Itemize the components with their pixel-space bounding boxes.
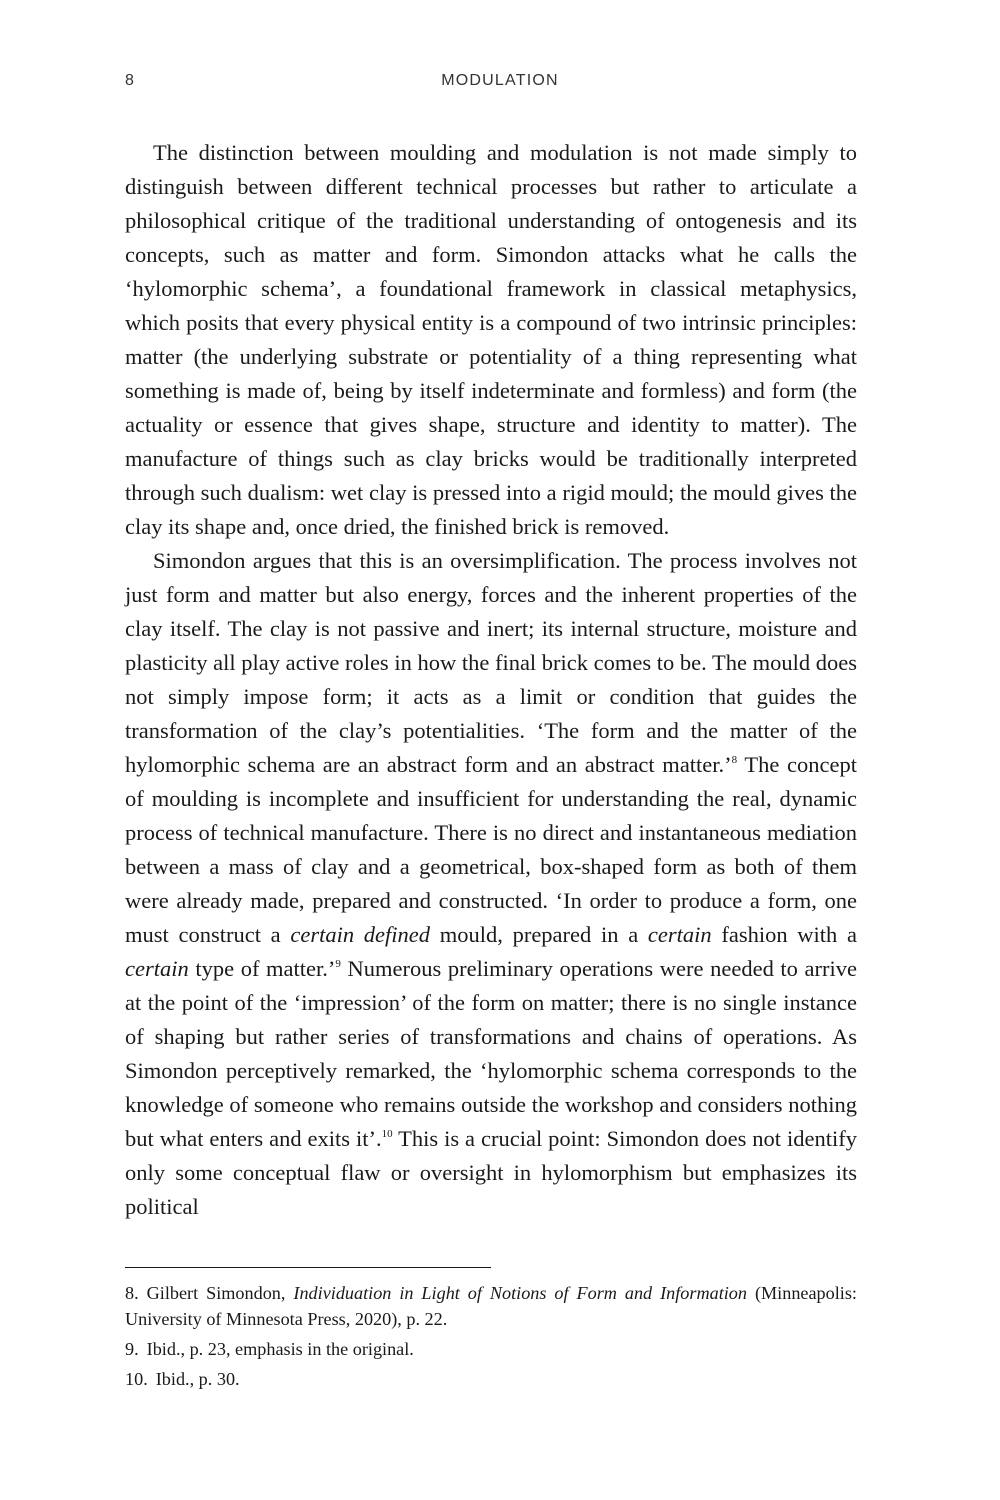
paragraph-1 [125, 136, 857, 544]
footnote-book-title: Individuation in Light of Notions of Form and Information [293, 1283, 747, 1303]
emphasis: certain defined [290, 922, 431, 947]
paragraph-2 [125, 544, 857, 1224]
paragraph-2-text: Simondon argues that this is an oversimplification. The process involves not just form and matter but also energy, forces and the inherent properties of the clay itself. The clay is not passive and inert; its internal structure, moisture and plasticity all play active roles in how the final brick comes to be. The mould does not simply impose form; it acts as a limit or condition that guides the transformation of the clay’s potentialities. ‘The form and the matter of the hylomorphic schema are an abstract form and an abstract matter.’ [125, 548, 857, 777]
paragraph-2-text: type of matter.’ [188, 956, 336, 981]
footnote-text: (Minneapolis: University of Minnesota Press, 2020), p. 22. [125, 1283, 857, 1329]
page-number: 8 [125, 72, 136, 89]
running-head [125, 72, 875, 96]
emphasis: certain [125, 956, 189, 981]
paragraph-2-text: Numerous preliminary operations were needed to arrive at the point of the ‘impression’ of the form on matter; there is no single instance of shaping but rather series of transformations and chains of operations. As Simondon perceptively remarked, the ‘hylomorphic schema corresponds to the knowledge of someone who remains outside the workshop and considers nothing but what enters and exits it’. [125, 956, 858, 1151]
footnote-text: Gilbert Simondon, [146, 1283, 294, 1303]
footnote-ref-9[interactable]: 9 [335, 958, 341, 970]
paragraph-2-text: The concept of moulding is incomplete and insufficient for understanding the real, dynamic process of technical manufacture. There is no direct and instantaneous mediation between a mass of clay and a geometrical, box-shaped form as both of them were already made, prepared and constructed. ‘In order to produce a form, one must construct a [125, 752, 857, 947]
footnotes [125, 1280, 857, 1396]
footnote-ref-10[interactable]: 10 [381, 1128, 393, 1140]
footnote-9 [125, 1336, 857, 1362]
running-title: MODULATION [441, 72, 559, 89]
footnote-text: Ibid., p. 30. [155, 1369, 240, 1389]
footnote-10 [125, 1366, 857, 1392]
footnote-number: 9. [125, 1339, 139, 1359]
paragraph-2-text: mould, prepared in a [430, 922, 648, 947]
footnote-text: Ibid., p. 23, emphasis in the original. [146, 1339, 414, 1359]
footnote-number: 8. [125, 1283, 139, 1303]
footnote-8 [125, 1280, 857, 1332]
emphasis: certain [647, 922, 712, 947]
footnote-ref-8[interactable]: 8 [731, 754, 738, 766]
paragraph-1-text: The distinction between moulding and modulation is not made simply to distinguish between different technical processes but rather to articulate a philosophical critique of the traditional understanding of ontogenesis and its concepts, such as matter and form. Simondon attacks what he calls the ‘hylomorphic schema’, a foundational framework in classical metaphysics, which posits that every physical entity is a compound of two intrinsic principles: matter (the underlying substrate or potentiality of a thing representing what something is made of, being by itself indeterminate and formless) and form (the actuality or essence that gives shape, structure and identity to matter). The manufacture of things such as clay bricks would be traditionally interpreted through such dualism: wet clay is pressed into a rigid mould; the mould gives the clay its shape and, once dried, the finished brick is removed. [125, 140, 857, 539]
paragraph-2-text: fashion with a [711, 922, 857, 947]
body-text [125, 136, 857, 1224]
footnote-number: 10. [125, 1369, 148, 1389]
paragraph-2-text: This is a crucial point: Simondon does not identify only some conceptual flaw or oversight in hylomorphism but emphasizes its political [125, 1126, 857, 1219]
footnote-divider [125, 1267, 491, 1268]
